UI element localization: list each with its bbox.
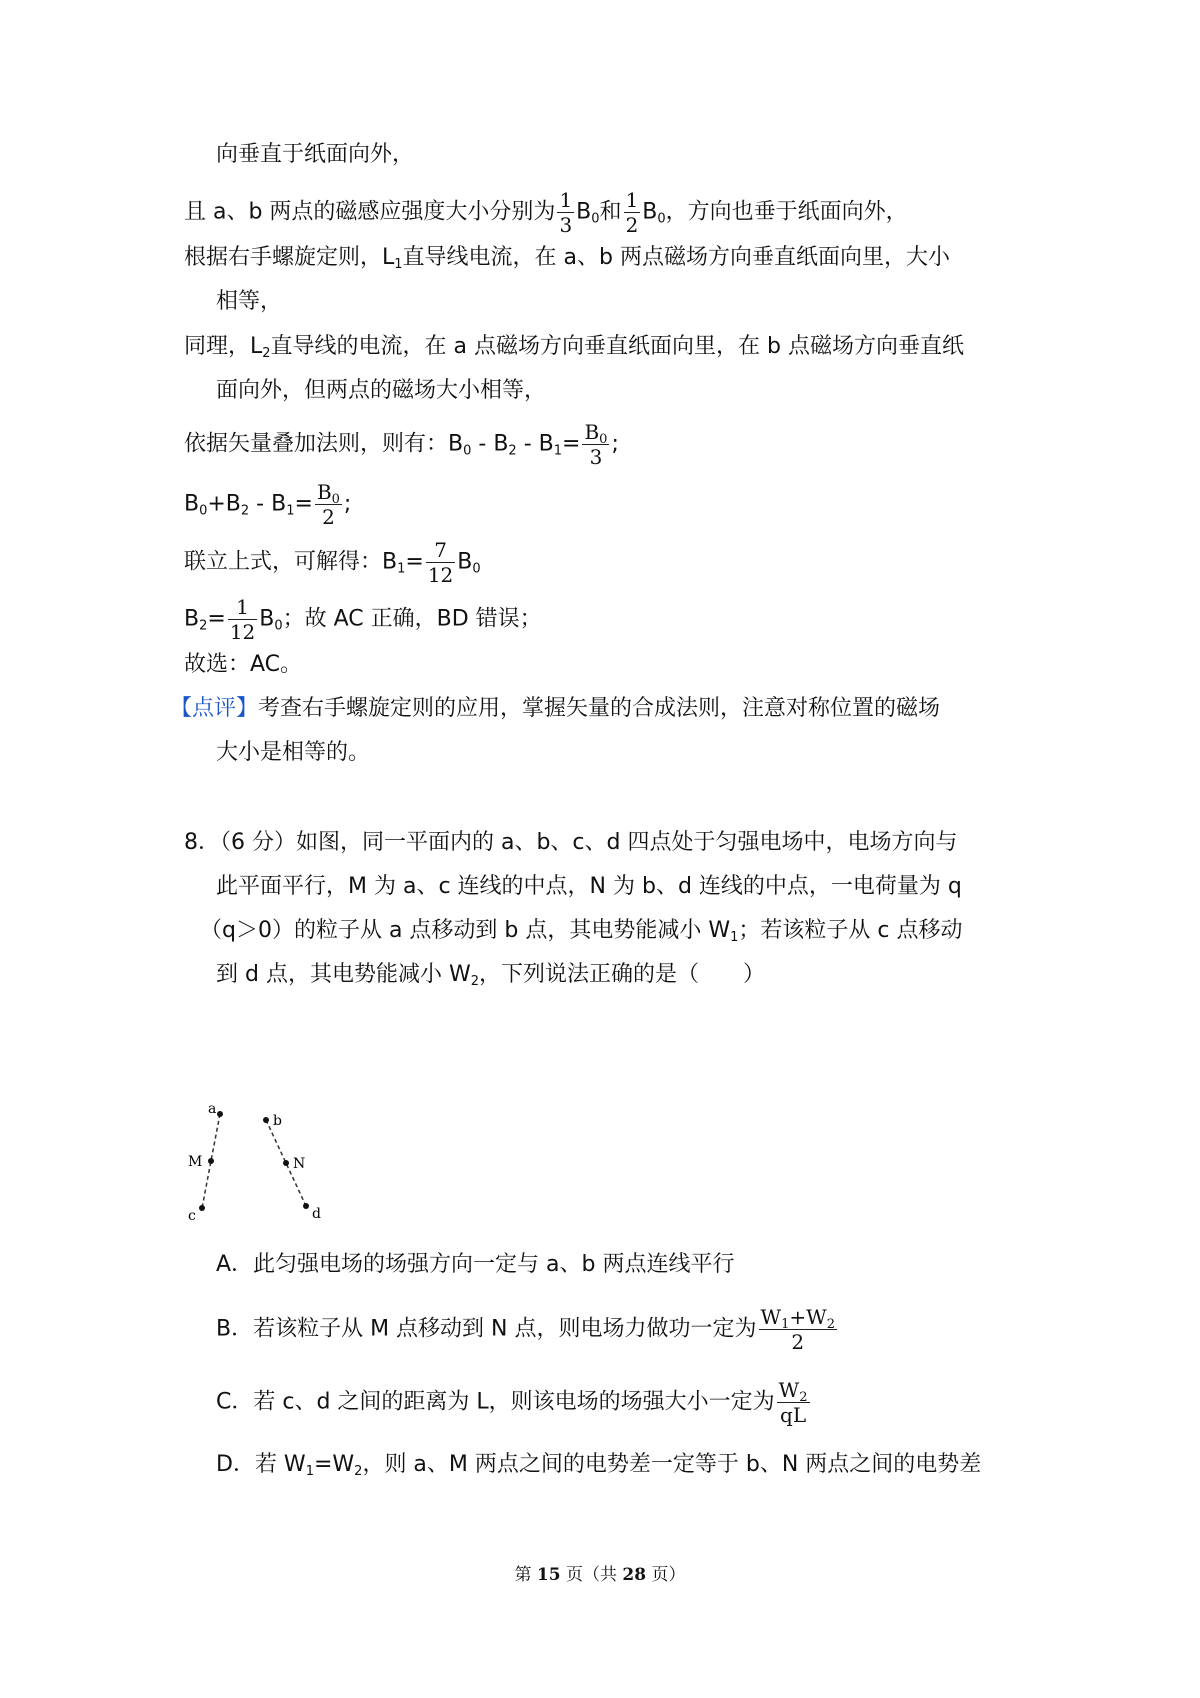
- solution-line-4: 相等，: [216, 289, 283, 314]
- solution-equation-2: $B_0+B_2 - B_1=$ $\frac{B_0}{2}$ ;: [184, 480, 352, 529]
- question-line-4: 到 d 点，其电势能减小 $W_2$，下列说法正确的是（ ）: [216, 962, 765, 989]
- point-a: [217, 1111, 223, 1117]
- solution-line-5: 同理，$L_2$直导线的电流，在 a 点磁场方向垂直纸面向里，在 b 点磁场方向垂直纸: [184, 334, 964, 361]
- comment-line-2: 大小是相等的。: [216, 740, 371, 765]
- point-b: [263, 1117, 269, 1123]
- solution-line-1: 向垂直于纸面向外，: [216, 142, 415, 167]
- solution-result-b2: $B_2=$ $\frac{1}{12}$ $B_0$；故 AC 正确，BD 错误；: [184, 595, 542, 644]
- question-line-2: 此平面平行，M 为 a、c 连线的中点，N 为 b、d 连线的中点，一电荷量为 q: [216, 874, 962, 899]
- solution-result-b1: 联立上式，可解得：$B_1=$ $\frac{7}{12}$ $B_0$: [184, 538, 481, 587]
- option-d: D．若 $W_1=W_2$，则 a、M 两点之间的电势差一定等于 b、N 两点之间的电势差: [216, 1452, 982, 1479]
- solution-equation-1: 依据矢量叠加法则，则有：$B_0 - B_2 - B_1=$ $\frac{B_0}{3}$ ;: [184, 420, 619, 469]
- solution-line-6: 面向外，但两点的磁场大小相等，: [216, 378, 547, 403]
- page-total: 28: [622, 1565, 647, 1585]
- point-d: [303, 1203, 309, 1209]
- label-b: b: [273, 1113, 282, 1129]
- solution-line-3: 根据右手螺旋定则，$L_1$直导线电流，在 a、b 两点磁场方向垂直纸面向里，大小: [184, 245, 950, 272]
- label-n: N: [293, 1156, 306, 1172]
- point-n: [283, 1160, 289, 1166]
- comment-tag: 【点评】: [170, 696, 259, 721]
- question-line-3: （q＞0）的粒子从 a 点移动到 b 点，其电势能减小 $W_1$；若该粒子从 c 点移动: [200, 918, 963, 945]
- solution-line-2: 且 a、b 两点的磁感应强度大小分别为 $\frac{1}{3}$ $B_0$和 $\frac{1}{2}$ $B_0$，方向也垂于纸面向外，: [184, 188, 908, 237]
- label-m: M: [188, 1154, 203, 1170]
- option-b: B．若该粒子从 M 点移动到 N 点，则电场力做功一定为 $\frac{W_1+W_2}{2}$: [216, 1305, 835, 1354]
- page-footer: 第 15 页（共 28 页）: [514, 1565, 686, 1585]
- solution-answer: 故选：AC。: [184, 652, 303, 677]
- label-c: c: [188, 1208, 196, 1224]
- page-number: 15: [536, 1565, 561, 1585]
- option-c: C．若 c、d 之间的距离为 L，则该电场的场强大小一定为 $\frac{W_2}{qL}$: [216, 1378, 808, 1427]
- points-diagram: [184, 1100, 344, 1225]
- point-m: [208, 1158, 214, 1164]
- comment-line-1: 【点评】考查右手螺旋定则的应用，掌握矢量的合成法则，注意对称位置的磁场: [170, 696, 941, 721]
- question-line-1: 8．（6 分）如图，同一平面内的 a、b、c、d 四点处于匀强电场中，电场方向与: [184, 830, 958, 855]
- option-a: A．此匀强电场的场强方向一定与 a、b 两点连线平行: [216, 1252, 735, 1277]
- label-d: d: [312, 1206, 321, 1222]
- point-c: [199, 1205, 205, 1211]
- label-a: a: [208, 1101, 217, 1117]
